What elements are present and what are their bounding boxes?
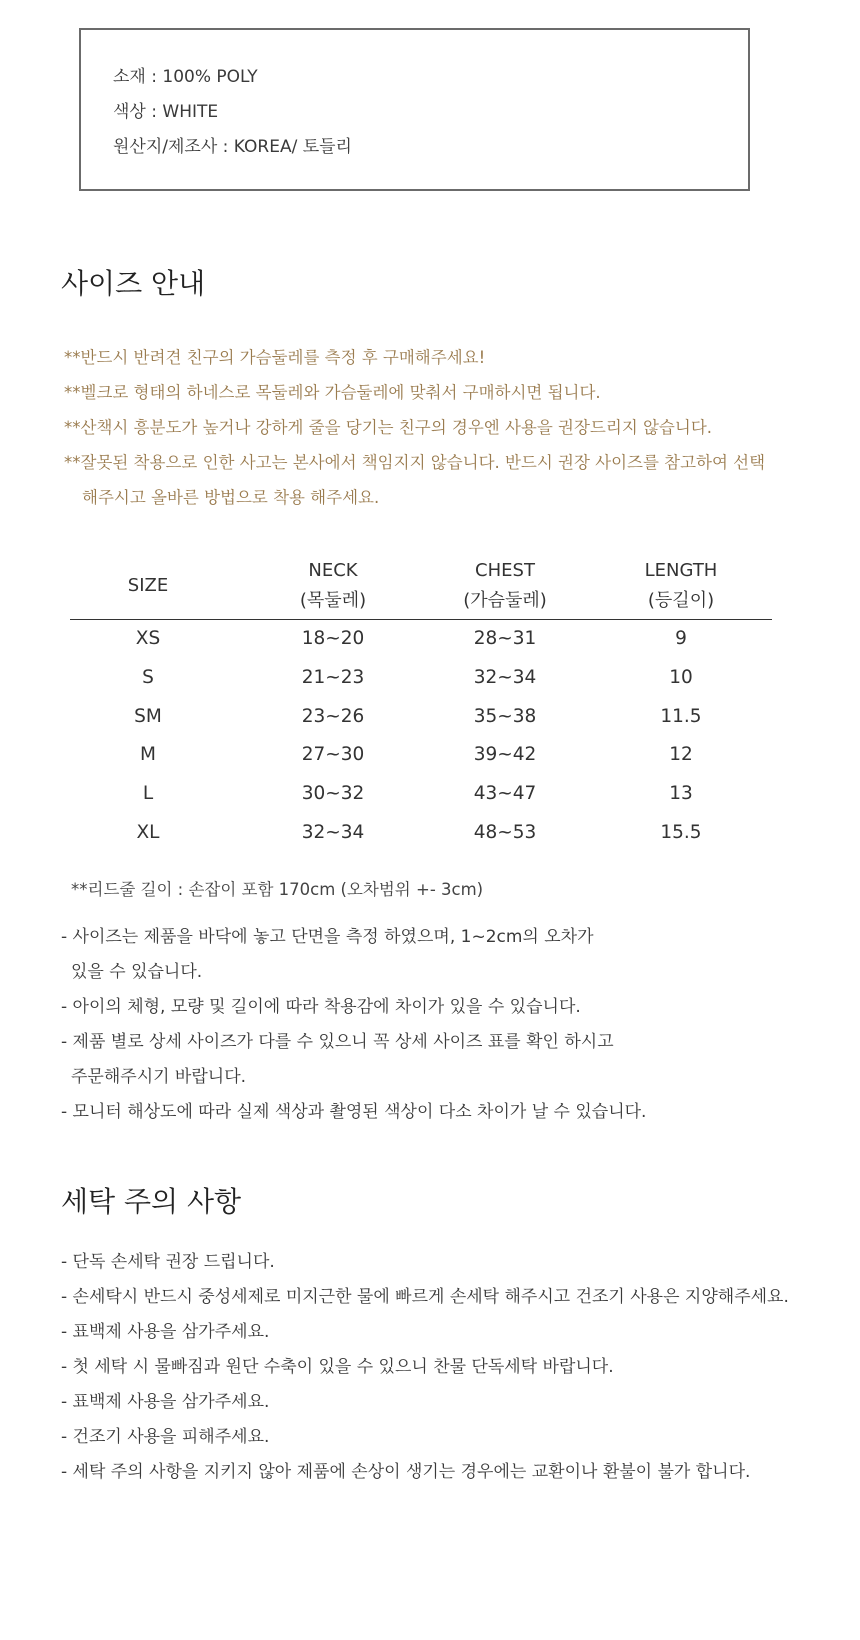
size-table xyxy=(70,556,772,853)
color-info: 색상 : WHITE xyxy=(113,102,219,122)
material-info: 소재 : 100% POLY xyxy=(113,67,258,87)
cell-size: XS xyxy=(135,628,161,649)
cell-size: S xyxy=(142,666,154,688)
size-note: 해주시고 올바른 방법으로 착용 해주세요. xyxy=(82,488,380,507)
table-row xyxy=(70,659,772,698)
cell-chest: 39~42 xyxy=(473,744,537,766)
cell-neck: 30~32 xyxy=(301,783,365,805)
washing-bullet: - 세탁 주의 사항을 지키지 않아 제품에 손상이 생기는 경우에는 교환이나 환불이 불가 합니다. xyxy=(61,1462,751,1482)
size-bullets xyxy=(61,920,851,1130)
cell-size: SM xyxy=(134,705,162,727)
washing-bullets xyxy=(61,1245,851,1490)
table-row xyxy=(70,814,772,853)
cell-length: 15.5 xyxy=(660,821,702,843)
size-bullet: - 아이의 체형, 모량 및 길이에 따라 착용감에 차이가 있을 수 있습니다. xyxy=(61,997,581,1017)
size-note: **반드시 반려견 친구의 가슴둘레를 측정 후 구매해주세요! xyxy=(64,348,486,367)
size-bullet: 있을 수 있습니다. xyxy=(71,962,203,982)
cell-neck: 27~30 xyxy=(301,744,365,766)
size-note: **잘못된 착용으로 인한 사고는 본사에서 책임지지 않습니다. 반드시 권장 사이즈를 참고하여 선택 xyxy=(64,453,766,472)
washing-bullet: - 표백제 사용을 삼가주세요. xyxy=(61,1392,270,1412)
cell-neck: 21~23 xyxy=(301,666,365,688)
cell-size: XL xyxy=(136,821,160,843)
size-guide-title: 사이즈 안내 xyxy=(61,267,206,300)
size-bullet: - 사이즈는 제품을 바닥에 놓고 단면을 측정 하였으며, 1~2cm의 오차가 xyxy=(61,927,594,947)
header-length xyxy=(596,556,766,616)
cell-size: L xyxy=(142,783,154,805)
cell-chest: 35~38 xyxy=(473,705,537,727)
header-label: NECK xyxy=(308,560,358,581)
header-label: LENGTH xyxy=(644,560,718,581)
table-row xyxy=(70,620,772,659)
size-bullet: 주문해주시기 바랍니다. xyxy=(71,1067,247,1087)
cell-neck: 32~34 xyxy=(301,821,365,843)
cell-neck: 18~20 xyxy=(301,628,365,649)
washing-bullet: - 손세탁시 반드시 중성세제로 미지근한 물에 빠르게 손세탁 해주시고 건조기 사용은 지양해주세요. xyxy=(61,1287,789,1307)
cell-size: M xyxy=(140,744,156,766)
cell-length: 13 xyxy=(669,783,693,805)
size-note: **산책시 흥분도가 높거나 강하게 줄을 당기는 친구의 경우엔 사용을 권장드리지 않습니다. xyxy=(64,418,712,437)
washing-bullet: - 표백제 사용을 삼가주세요. xyxy=(61,1322,270,1342)
header-sublabel: (목둘레) xyxy=(299,590,367,611)
size-bullet: - 제품 별로 상세 사이즈가 다를 수 있으니 꼭 상세 사이즈 표를 확인 하시고 xyxy=(61,1032,614,1052)
header-label: CHEST xyxy=(475,560,535,581)
product-info-box xyxy=(79,28,750,191)
header-size xyxy=(93,556,203,616)
cell-chest: 48~53 xyxy=(473,821,537,843)
header-label: SIZE xyxy=(127,575,169,596)
cell-length: 9 xyxy=(675,628,687,649)
washing-title: 세탁 주의 사항 xyxy=(61,1185,242,1218)
washing-bullet: - 건조기 사용을 피해주세요. xyxy=(61,1427,270,1447)
size-note: **벨크로 형태의 하네스로 목둘레와 가슴둘레에 맞춰서 구매하시면 됩니다. xyxy=(64,383,601,402)
origin-info: 원산지/제조사 : KOREA/ 토들리 xyxy=(113,137,352,157)
washing-bullet: - 첫 세탁 시 물빠짐과 원단 수축이 있을 수 있으니 찬물 단독세탁 바랍니다. xyxy=(61,1357,614,1377)
table-row xyxy=(70,698,772,737)
cell-neck: 23~26 xyxy=(301,705,365,727)
cell-length: 12 xyxy=(669,744,693,766)
table-row xyxy=(70,775,772,814)
cell-chest: 43~47 xyxy=(473,783,537,805)
cell-length: 10 xyxy=(669,666,693,688)
leash-length-note: **리드줄 길이 : 손잡이 포함 170cm (오차범위 +- 3cm) xyxy=(71,880,484,899)
size-bullet: - 모니터 해상도에 따라 실제 색상과 촬영된 색상이 다소 차이가 날 수 있습니다. xyxy=(61,1102,647,1122)
header-sublabel: (등길이) xyxy=(647,590,715,611)
cell-chest: 28~31 xyxy=(473,628,537,649)
table-row xyxy=(70,736,772,775)
cell-chest: 32~34 xyxy=(473,666,537,688)
table-header xyxy=(70,556,772,620)
header-neck xyxy=(248,556,418,616)
header-chest xyxy=(420,556,590,616)
header-sublabel: (가슴둘레) xyxy=(463,590,547,611)
cell-length: 11.5 xyxy=(660,705,702,727)
size-notes xyxy=(64,340,854,515)
washing-bullet: - 단독 손세탁 권장 드립니다. xyxy=(61,1252,275,1272)
